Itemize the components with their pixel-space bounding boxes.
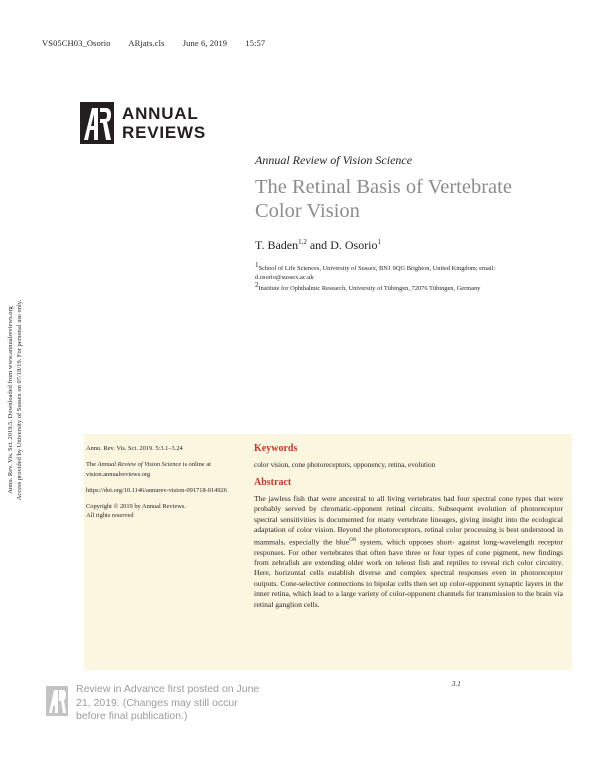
author-2-affiliation: 1 [377, 238, 382, 246]
download-notice-sidebar [0, 250, 30, 550]
abstract-text-part-1: The jawless fish that were ancestral to all living vertebrates had four spectral cone types that were probably served by chromatic-opponent retinal circuits. Subsequent evolution of photoreceptor spectral sensitivities is documented for many vertebrate lineages, giving insight into the ecological adaptation of color vision. Beyond the photoreceptors, retinal color processing is best understood in mammals, especially the blue [254, 494, 563, 547]
abstract-text [254, 494, 563, 610]
affiliation-2-number: 2 [255, 281, 259, 289]
affiliation-2-text: Institute for Ophthalmic Research, University of Tübingen, 72076 Tübingen, Germany [258, 285, 481, 293]
download-notice-text [6, 300, 24, 501]
header-time: 15:57 [245, 38, 266, 48]
header-file: ARjats.cls [128, 38, 165, 48]
keywords-heading: Keywords [254, 443, 298, 454]
author-conjunction: and [306, 238, 331, 252]
online-text-post: is online at vision.annualreviews.org [86, 461, 211, 478]
logo-wordmark [122, 104, 206, 142]
abstract-heading: Abstract [254, 477, 292, 488]
author-1: T. Baden [255, 238, 299, 252]
download-notice-line-1: Annu. Rev. Vis. Sci. 2019.5. Downloaded from www.annualreviews.org [7, 306, 14, 494]
annual-reviews-logo [80, 102, 220, 146]
header-doc-code: VS05CH03_Osorio [42, 38, 111, 48]
abstract-text-part-2: system, which opposes short- against long-wavelength receptor responses. For other vertebrates that often have three or four types of cone pigment, new findings from zebrafish are extending older work on teleost fish and reptiles to reveal rich color circuitry. Here, horizontal cells establish diverse and complex spectral responses even in photoreceptor outputs. Cone-selective connections to bipolar cells then set up color-opponent synaptic layers in the inner retina, which lead to a large variety of color-opponent channels for transmission to the brain via retinal ganglion cells. [254, 537, 563, 609]
copyright [86, 502, 236, 521]
author-list [255, 238, 381, 253]
author-1-affiliation: 1,2 [298, 238, 307, 246]
journal-name: Annual Review of Vision Science [255, 153, 413, 167]
rights-text: All rights reserved [86, 512, 134, 520]
affiliation-1-text: School of Life Sciences, University of Sussex, BN1 9QG Brighton, United Kingdom; email: d.osorio@sussex.ac.uk [255, 265, 496, 281]
logo-word-reviews: REVIEWS [122, 123, 207, 142]
citation: Annu. Rev. Vis. Sci. 2019. 5:3.1–3.24 [86, 445, 183, 452]
ar-logo-mark-icon [80, 102, 114, 144]
online-journal-name: Annual Review of Vision Science [97, 461, 182, 469]
abstract-superscript: ON [349, 537, 357, 543]
affiliation-2 [255, 281, 555, 294]
author-2: D. Osorio [330, 238, 378, 252]
article-title: The Retinal Basis of Vertebrate Color Vision [255, 176, 512, 222]
page-number: 3.1 [452, 680, 461, 688]
review-in-advance-notice: Review in Advance first posted on June 21, 2019. (Changes may still occur before final publication.) [76, 683, 260, 722]
online-text-pre: The [86, 461, 98, 469]
keywords-text: color vision, cone photoreceptors, opponency, retina, evolution [254, 461, 436, 469]
affiliation-1 [255, 261, 555, 282]
copyright-text: Copyright © 2019 by Annual Reviews. [86, 503, 186, 511]
ar-small-logo-icon [46, 686, 68, 716]
logo-word-annual: ANNUAL [122, 104, 199, 123]
online-availability [86, 460, 236, 479]
doi-link[interactable]: https://doi.org/10.1146/annurev-vision-091718-014926 [86, 486, 227, 494]
download-notice-line-2: Access provided by University of Sussex on 07/18/19. For personal use only. [16, 299, 23, 501]
header-date: June 6, 2019 [182, 38, 228, 48]
article-info-column [86, 444, 236, 528]
running-header [42, 38, 281, 48]
affiliation-1-number: 1 [255, 261, 259, 269]
